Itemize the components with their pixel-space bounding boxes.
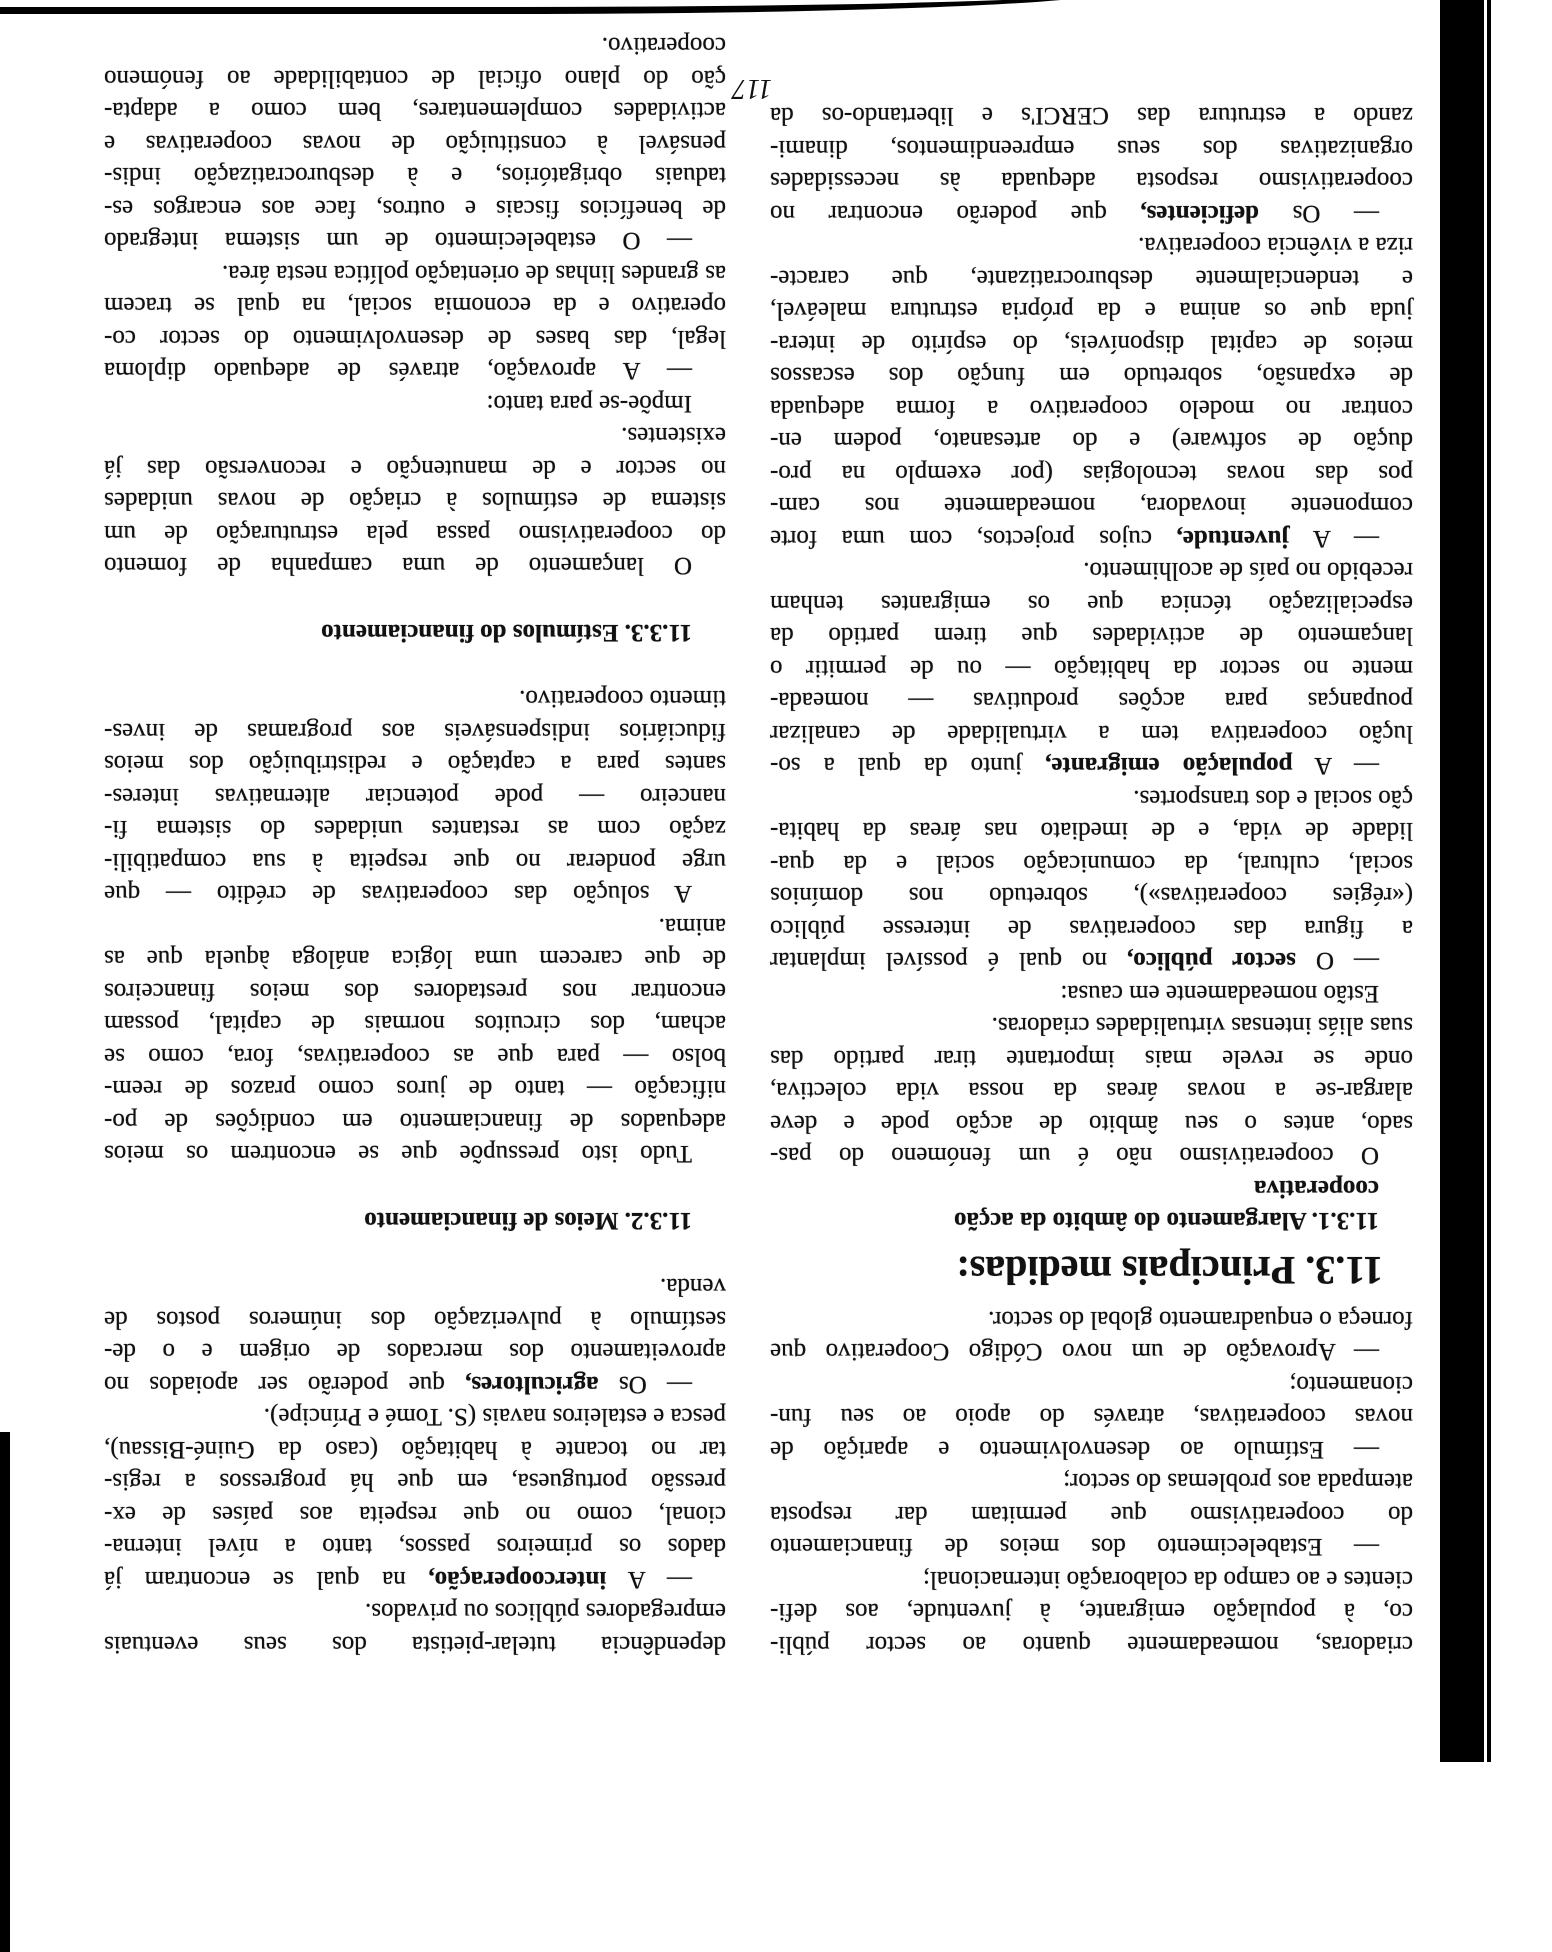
text-run: — O	[1295, 947, 1379, 975]
text-line: forneça o enquadramento global do sector.	[988, 1306, 1413, 1333]
text-line: de benefícios fiscais e outros, face aos encargos es-	[104, 195, 726, 222]
text-line: pos das novas tecnologias (por exemplo na pro-	[770, 460, 1413, 487]
text-line: — O estabelecimento de um sistema integrado	[104, 227, 692, 255]
text-line: lançamento de actividades que tirem partido da	[770, 622, 1413, 650]
text-line: encontrar nos prestadores dos meios financeiros	[104, 978, 726, 1005]
text-line: do cooperativismo que permitam dar resposta	[770, 1501, 1413, 1528]
text-line: novas cooperativas, através do apoio ao seu fun-	[770, 1403, 1413, 1431]
text-line: social, cultural, da comunicação social e da qua-	[770, 850, 1413, 877]
text-line: («régies cooperativas»), sobretudo nos domínios	[770, 882, 1413, 910]
bold-term: população emigrante,	[1045, 752, 1293, 780]
text-line: cooperativo.	[601, 32, 726, 60]
text-line	[770, 522, 1413, 555]
text-line: O cooperativismo não é um fenómeno do pas-	[770, 1142, 1379, 1170]
text-line: — Estabelecimento dos meios de financiamento	[770, 1533, 1379, 1561]
text-line: mente no sector da habitação — ou de permitir o	[770, 655, 1413, 682]
text-line: bolso — para que as cooperativas, fora, como se	[104, 1043, 726, 1070]
text-line: pressão portuguesa, em que há progressos a regis-	[104, 1468, 726, 1496]
text-line: lidade de vida, e de imediato nas áreas da habita-	[770, 817, 1413, 845]
text-line: no sector e de manutenção e reconversão das já	[104, 455, 726, 482]
text-line: santes para a captação e redistribuição dos meios	[104, 750, 726, 778]
text-line: e tendencialmente desburocratizante, que caracte-	[770, 265, 1413, 292]
bold-term: deficientes,	[1140, 200, 1260, 227]
text-line: alargar-se a novas áreas da nossa vida colectiva,	[770, 1077, 1413, 1105]
text-line: suas aliás intensas virtualidades criadoras.	[991, 1012, 1413, 1040]
text-line: aproveitamento dos mercados de origem e o de-	[104, 1338, 726, 1366]
text-line: — A aprovação, através de adequado diploma	[104, 357, 692, 385]
text-run: que poderão encontrar no	[770, 200, 1141, 227]
text-line: — Aprovação de um novo Código Cooperativo que	[770, 1338, 1379, 1366]
text-line: zando a estrutura das CERCI's e libertando-os da	[770, 102, 1413, 130]
scan-edge-shadow	[0, 1432, 10, 1952]
text-line	[104, 1563, 726, 1596]
text-line: O lançamento de uma campanha de fomento	[104, 552, 692, 580]
text-run: — Os	[598, 1371, 692, 1398]
text-line: juda que os anima e da própria estrutura maleável,	[770, 297, 1413, 325]
text-line: adequados de financiamento em condições de po-	[104, 1108, 726, 1135]
text-line: actividades complementares, bem como a adapta-	[104, 97, 726, 125]
section-heading: 11.3. Principais medidas:	[956, 1248, 1383, 1294]
text-run: no qual é possível implantar	[770, 947, 1128, 975]
text-line: zação com as restantes unidades do sistema fi-	[104, 815, 726, 843]
scan-edge-curve	[0, 0, 1112, 14]
text-line: co, à população emigrante, à juventude, aos defi-	[770, 1598, 1413, 1626]
text-line: urge ponderar no que respeita à sua compatibili-	[104, 848, 726, 875]
text-run: — A	[1292, 752, 1379, 780]
text-line: — Estímulo ao desenvolvimento e aparição de	[770, 1436, 1379, 1463]
text-line: existentes.	[621, 422, 726, 450]
text-line: cional, como no que respeita aos países de ex-	[104, 1501, 726, 1528]
text-column-right	[104, 29, 726, 1660]
subsection-heading: 11.3.3. Estímulos do financiamento	[321, 619, 692, 646]
page-number: 117	[732, 73, 772, 104]
bold-term: sector público,	[1127, 947, 1296, 975]
text-line: dados os primeiros passos, tanto a nível interna-	[104, 1533, 726, 1561]
text-run: — Os	[1259, 200, 1379, 227]
text-line: do cooperativismo passa pela estruturação de um	[104, 520, 726, 547]
subsection-heading: 11.3.1. Alargamento do âmbito da acção	[954, 1207, 1379, 1235]
text-line: fiduciários indispensáveis aos programas de inves-	[104, 718, 726, 745]
text-line: especialização técnica que os emigrantes tenham	[770, 590, 1413, 617]
text-line: sestímulo à pulverização dos inúmeros postos de	[104, 1306, 726, 1333]
text-column-left	[770, 99, 1413, 1660]
text-line	[770, 197, 1413, 230]
text-run: que poderão ser apoiados no	[104, 1371, 466, 1398]
bold-term: agricultores,	[465, 1371, 599, 1398]
text-line: venda.	[660, 1273, 726, 1301]
text-line: Estão nomeadamente em causa:	[1060, 980, 1379, 1007]
text-run: — A	[1289, 525, 1379, 552]
text-line: ção social e dos transportes.	[1133, 785, 1413, 812]
text-line: cooperativismo resposta adequada às necessidades	[770, 167, 1413, 195]
text-line: meios de capital disponíveis, do espírito de intera-	[770, 330, 1413, 357]
text-line: contrar no modelo cooperativo a forma adequada	[770, 395, 1413, 422]
text-line: anima.	[658, 913, 726, 940]
text-line: operativo e da economia social, na qual se tracem	[104, 292, 726, 320]
scan-binding-shadow	[1440, 0, 1487, 1762]
text-line: criadoras, nomeadamente quanto ao sector públi-	[770, 1631, 1413, 1658]
text-line: poupanças para acções produtivas — nomeada-	[770, 687, 1413, 715]
text-line	[770, 749, 1413, 782]
text-run: — A	[606, 1566, 692, 1593]
bold-term: juventude,	[1176, 525, 1290, 552]
text-line: sado, antes o seu âmbito de acção pode e deve	[770, 1110, 1413, 1137]
text-line: pensável à constituição de novas cooperativas e	[104, 130, 726, 157]
text-line: organizativas dos seus empreendimentos, dinami-	[770, 135, 1413, 162]
text-line: tar no tocante à habitação (caso da Guiné-Bissau),	[104, 1436, 726, 1463]
bold-term: intercooperação,	[428, 1566, 607, 1593]
text-line: sistema de estímulos à criação de novas unidades	[104, 487, 726, 515]
text-line: nificação — tanto de juros como prazos de reem-	[104, 1075, 726, 1103]
text-line: componente inovadora, nomeadamente nos cam-	[770, 492, 1413, 520]
text-line: de que carecem uma lógica análoga àquela que as	[104, 945, 726, 973]
text-line: Tudo isto pressupõe que se encontrem os meios	[104, 1140, 692, 1168]
text-line: ção do plano oficial de contabilidade ao fenómeno	[104, 65, 726, 92]
text-line: a figura das cooperativas de interesse público	[770, 915, 1413, 942]
text-line: dependência tutelar-pietista dos seus eventuais	[104, 1631, 726, 1658]
text-line: timento cooperativo.	[519, 685, 726, 713]
text-line: Impõe-se para tanto:	[486, 390, 692, 417]
text-line: as grandes linhas de orientação política nesta área.	[222, 260, 726, 287]
text-line: de expansão, sobretudo em função dos escassos	[770, 362, 1413, 390]
text-run: na qual se encontram já	[103, 1566, 429, 1593]
text-line: lução cooperativa tem a virtualidade de canalizar	[770, 720, 1413, 747]
text-line: atempada aos problemas do sector;	[1063, 1468, 1413, 1496]
text-line: pesca e estaleiros navais (S. Tomé e Príncipe).	[263, 1403, 726, 1431]
text-line: onde se revele mais importante tirar partido das	[770, 1045, 1413, 1072]
text-run: junto da qual a so-	[769, 752, 1046, 780]
text-line: cionamento;	[1289, 1371, 1413, 1398]
text-line: recebido no país de acolhimento.	[1083, 557, 1413, 585]
text-line: acham, dos circuitos normais de capital, possam	[104, 1010, 726, 1038]
text-line: A solução das cooperativas de crédito — que	[104, 880, 692, 908]
text-line: cientes e ao campo da colaboração internacional;	[922, 1566, 1413, 1593]
text-line: taduais obrigatórios, e à desburocratização indis-	[104, 162, 726, 190]
subsection-heading: 11.3.2. Meios de financiamento	[364, 1207, 692, 1234]
text-line	[770, 944, 1413, 977]
text-line: riza a vivência cooperativa.	[1138, 232, 1413, 260]
text-line: empregadores públicos ou privados.	[364, 1598, 726, 1626]
text-line: nanceiro — pode potenciar alternativas interes-	[104, 783, 726, 810]
text-line: legal, das bases de desenvolvimento do sector co-	[104, 325, 726, 352]
text-line	[104, 1368, 726, 1401]
text-line: dução de software) e do artesanato, podem en-	[770, 427, 1413, 455]
subsection-heading: cooperativa	[1254, 1175, 1379, 1202]
text-run: cujos projectos, com uma forte	[769, 525, 1177, 552]
